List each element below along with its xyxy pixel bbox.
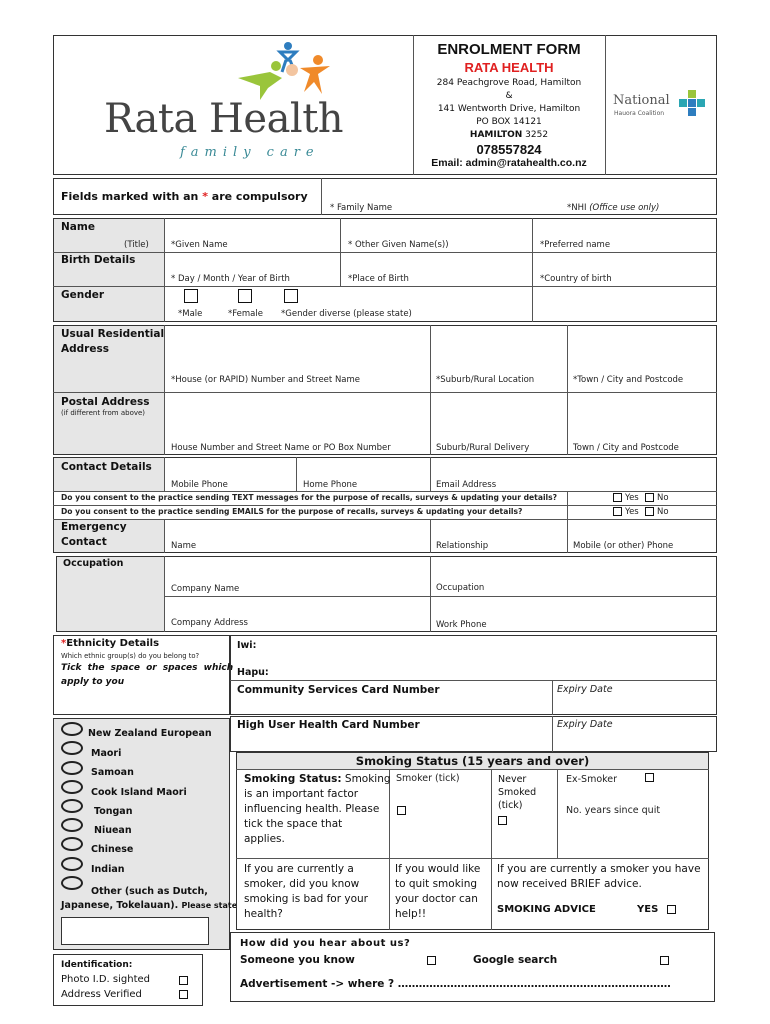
quit-line-1: If you would like — [395, 863, 481, 875]
address-line-1: 284 Peachgrove Road, Hamilton — [436, 78, 582, 88]
male-checkbox[interactable] — [184, 289, 198, 303]
community-services-card-field[interactable]: Community Services Card Number — [237, 684, 440, 696]
partner-logo-title: National — [613, 93, 670, 108]
hear-question: How did you hear about us? — [240, 938, 411, 949]
address-line-2: 141 Wentworth Drive, Hamilton — [437, 104, 581, 114]
postal-street-field[interactable]: House Number and Street Name or PO Box Number — [171, 443, 391, 453]
birth-details-label: Birth Details — [61, 254, 136, 266]
ethnicity-option-oval[interactable] — [61, 741, 83, 755]
ethnicity-label — [61, 638, 159, 649]
emergency-relationship-field[interactable]: Relationship — [436, 541, 489, 551]
brief-line-1: If you are currently a smoker you have — [497, 863, 701, 875]
female-label: *Female — [228, 309, 263, 319]
ethnicity-instruction-1: Tick the space or spaces which — [61, 663, 234, 673]
ethnicity-option-label: Maori — [91, 748, 122, 759]
residential-street-field[interactable]: *House (or RAPID) Number and Street Name — [171, 375, 361, 385]
ex-smoker-label: Ex-Smoker — [566, 774, 618, 785]
smoking-status-line-5: applies. — [244, 833, 285, 845]
current-line-4: health? — [244, 908, 283, 920]
smoking-status-line-1: Smoking — [341, 773, 391, 785]
smoking-quit-text — [395, 862, 480, 922]
partner-logo-sub: Hauora Coalition — [614, 110, 665, 117]
smoking-status-line-4: tick the space that — [244, 818, 343, 830]
residential-label-2: Address — [61, 343, 109, 355]
consent-text-yes-label: Yes — [625, 493, 639, 503]
given-name-field[interactable]: *Given Name — [171, 240, 228, 250]
ethnicity-option-label: Indian — [91, 864, 125, 875]
compulsory-suffix: are compulsory — [207, 190, 308, 203]
hu-expiry-field[interactable]: Expiry Date — [557, 719, 613, 730]
smoking-advice-yes-label: YES — [637, 904, 659, 915]
postal-note: (if different from above) — [61, 409, 146, 417]
company-address-field[interactable]: Company Address — [171, 618, 248, 628]
ethnicity-other-2-text: Japanese, Tokelauan). — [61, 900, 179, 911]
occupation-label: Occupation — [63, 558, 124, 569]
ethnicity-option-label: Chinese — [91, 844, 134, 855]
identification-label: Identification: — [61, 960, 133, 970]
smoking-status-line-2: is an important factor — [244, 788, 359, 800]
country-of-birth-field[interactable]: *Country of birth — [540, 274, 612, 284]
emergency-label-2: Contact — [61, 536, 107, 548]
name-label: Name — [61, 221, 95, 233]
consent-email-no-label: No — [657, 507, 669, 517]
family-name-field[interactable]: * Family Name — [330, 203, 393, 213]
consent-email-question: Do you consent to the practice sending EMAILS for the purpose of recalls, surveys & updating your details? — [61, 507, 523, 516]
cross-icon — [679, 90, 705, 116]
consent-email-yes-label: Yes — [625, 507, 639, 517]
address-verified-checkbox[interactable] — [179, 990, 188, 999]
consent-email-yes-checkbox[interactable] — [613, 507, 622, 516]
smoking-brief-text — [497, 862, 701, 892]
never-line-2: Smoked — [498, 787, 537, 798]
preferred-name-field[interactable]: *Preferred name — [540, 240, 611, 250]
advertisement-field[interactable]: Advertisement -> where ? …………………………………………………………………… — [240, 978, 671, 990]
residential-suburb-field[interactable]: *Suburb/Rural Location — [436, 375, 535, 385]
ethnicity-other-input[interactable] — [61, 917, 209, 945]
smoking-current-text — [244, 862, 368, 922]
mobile-phone-field[interactable]: Mobile Phone — [171, 480, 228, 490]
ex-smoker-checkbox[interactable] — [645, 773, 654, 782]
high-user-card-field[interactable]: High User Health Card Number — [237, 719, 420, 731]
postcode: 3252 — [525, 130, 549, 140]
form-title: ENROLMENT FORM — [437, 41, 581, 58]
google-search-checkbox[interactable] — [660, 956, 669, 965]
practice-name: RATA HEALTH — [464, 60, 554, 75]
quit-line-3: your doctor can — [395, 893, 478, 905]
compulsory-note — [61, 190, 308, 203]
ethnicity-other-please-state: Please state — [181, 901, 238, 910]
someone-you-know-checkbox[interactable] — [427, 956, 436, 965]
gender-diverse-label: *Gender diverse (please state) — [281, 309, 412, 319]
iwi-section — [230, 635, 717, 715]
never-line-3: (tick) — [498, 800, 523, 811]
never-smoked-checkbox[interactable] — [498, 816, 507, 825]
smoking-title: Smoking Status (15 years and over) — [355, 754, 590, 768]
smoking-status-bold: Smoking Status: — [244, 773, 342, 785]
smoking-status-text — [244, 772, 391, 847]
ethnicity-option-oval[interactable] — [61, 837, 83, 851]
ethnicity-option-oval[interactable] — [61, 761, 83, 775]
ethnicity-other-1: Other (such as Dutch, — [91, 886, 208, 897]
email-address-field[interactable]: Email Address — [436, 480, 497, 490]
quit-line-2: to quit smoking — [395, 878, 478, 890]
ethnicity-other-2 — [61, 900, 237, 911]
occupation-field[interactable]: Occupation — [436, 583, 485, 593]
photo-id-checkbox[interactable] — [179, 976, 188, 985]
ethnicity-other-oval[interactable] — [61, 876, 83, 890]
consent-text-no-checkbox[interactable] — [645, 493, 654, 502]
quit-line-4: help!! — [395, 908, 427, 920]
dob-field[interactable]: * Day / Month / Year of Birth — [171, 274, 290, 284]
smoker-checkbox[interactable] — [397, 806, 406, 815]
address-amp: & — [505, 91, 513, 101]
residential-town-field[interactable]: *Town / City and Postcode — [573, 375, 684, 385]
brief-line-2: now received BRIEF advice. — [497, 878, 642, 890]
ethnicity-option-oval[interactable] — [61, 857, 83, 871]
smoking-advice-label: SMOKING ADVICE — [497, 904, 596, 915]
other-given-names-field[interactable]: * Other Given Name(s)) — [348, 240, 449, 250]
address-verified-label: Address Verified — [61, 989, 142, 1000]
someone-you-know-label: Someone you know — [240, 954, 355, 966]
hapu-field[interactable]: Hapu: — [237, 667, 269, 678]
ethnicity-option-label: Samoan — [91, 767, 134, 778]
years-since-quit-field[interactable]: No. years since quit — [566, 805, 661, 816]
never-smoked-label — [498, 773, 536, 812]
ethnicity-instruction-2: apply to you — [61, 677, 125, 687]
ethnicity-option-oval[interactable] — [61, 722, 83, 736]
male-label: *Male — [178, 309, 203, 319]
consent-text-no-label: No — [657, 493, 669, 503]
never-line-1: Never — [498, 774, 527, 785]
gender-diverse-checkbox[interactable] — [284, 289, 298, 303]
current-line-2: smoker, did you know — [244, 878, 360, 890]
nhi-note: (Office use only) — [589, 203, 660, 213]
csc-expiry-field[interactable]: Expiry Date — [557, 684, 613, 695]
work-phone-field[interactable]: Work Phone — [436, 620, 487, 630]
current-line-1: If you are currently a — [244, 863, 354, 875]
consent-text-question: Do you consent to the practice sending TEXT messages for the purpose of recalls, surveys & updating your details? — [61, 493, 558, 502]
email: Email: admin@ratahealth.co.nz — [431, 157, 587, 169]
nhi-field[interactable] — [567, 203, 659, 213]
ethnicity-option-label: Niuean — [94, 825, 132, 836]
smoking-advice-yes-checkbox[interactable] — [667, 905, 676, 914]
compulsory-prefix: Fields marked with an — [61, 190, 203, 203]
smoking-status-line-3: influencing health. Please — [244, 803, 380, 815]
ethnicity-option-oval[interactable] — [61, 780, 83, 794]
city: HAMILTON — [469, 130, 523, 140]
emergency-label-1: Emergency — [61, 521, 127, 533]
postal-suburb-field[interactable]: Suburb/Rural Delivery — [436, 443, 530, 453]
ethnicity-option-label: Tongan — [94, 806, 133, 817]
company-name-field[interactable]: Company Name — [171, 584, 240, 594]
ethnicity-option-label: Cook Island Maori — [91, 787, 187, 798]
ethnicity-option-oval[interactable] — [61, 799, 83, 813]
nhi-label: *NHI — [567, 203, 587, 213]
ethnicity-star: * — [61, 638, 67, 649]
postal-label: Postal Address — [61, 396, 150, 408]
emergency-name-field[interactable]: Name — [171, 541, 197, 551]
ethnicity-title: Ethnicity Details — [66, 638, 160, 649]
iwi-field[interactable]: Iwi: — [237, 640, 257, 651]
female-checkbox[interactable] — [238, 289, 252, 303]
contact-details-label: Contact Details — [61, 461, 152, 473]
ethnicity-option-label: New Zealand European — [88, 728, 212, 739]
city-postcode — [414, 130, 604, 140]
logo-text: Rata Health — [104, 96, 344, 142]
consent-email-no-checkbox[interactable] — [645, 507, 654, 516]
current-line-3: smoking is bad for your — [244, 893, 368, 905]
logo-tagline: family care — [180, 145, 320, 160]
home-phone-field[interactable]: Home Phone — [303, 480, 358, 490]
google-search-label: Google search — [473, 954, 558, 966]
place-of-birth-field[interactable]: *Place of Birth — [348, 274, 409, 284]
consent-text-yes-checkbox[interactable] — [613, 493, 622, 502]
po-box: PO BOX 14121 — [476, 117, 542, 127]
ethnicity-note: Which ethnic group(s) do you belong to? — [61, 652, 200, 660]
title-field[interactable]: (Title) — [124, 240, 149, 250]
emergency-phone-field[interactable]: Mobile (or other) Phone — [573, 541, 674, 551]
ethnicity-option-oval[interactable] — [61, 818, 83, 832]
gender-label: Gender — [61, 289, 105, 301]
phone: 078557824 — [476, 142, 542, 157]
smoker-label: Smoker (tick) — [396, 773, 460, 784]
postal-town-field[interactable]: Town / City and Postcode — [573, 443, 679, 453]
compulsory-star: * — [202, 190, 208, 203]
residential-label-1: Usual Residential — [61, 328, 165, 340]
photo-id-label: Photo I.D. sighted — [61, 974, 150, 985]
